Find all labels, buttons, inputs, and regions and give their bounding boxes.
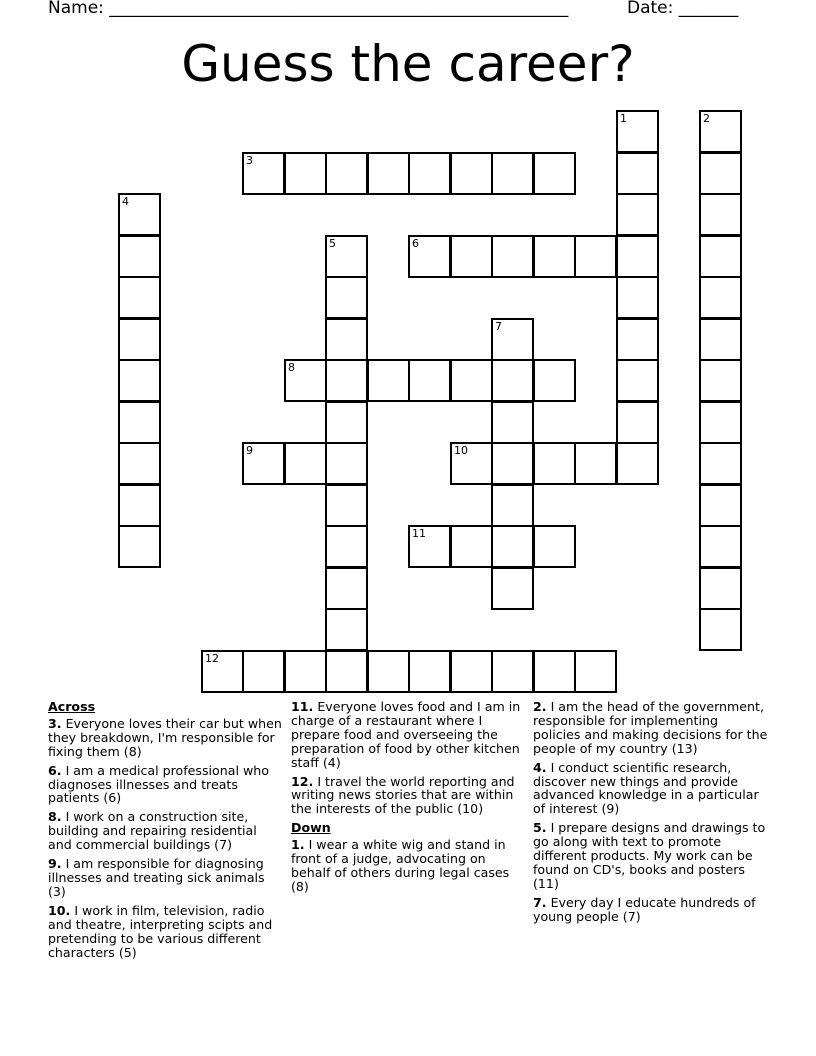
across-heading: Across: [48, 699, 96, 714]
grid-cell[interactable]: [118, 318, 161, 361]
date-field[interactable]: Date: _______: [627, 0, 739, 18]
clue-text: I prepare designs and drawings to go along with text to promote different products. My work can be found on CD's, books and posters (11): [533, 820, 766, 891]
grid-cell[interactable]: [284, 442, 327, 485]
clue-column-3: [533, 700, 768, 929]
cell-number: 12: [205, 652, 219, 665]
grid-cell[interactable]: [574, 650, 617, 693]
grid-cell[interactable]: [491, 152, 534, 195]
grid-cell[interactable]: [118, 525, 161, 568]
grid-cell[interactable]: [491, 567, 534, 610]
cell-number: 2: [703, 112, 710, 125]
grid-cell[interactable]: [284, 359, 327, 402]
grid-cell[interactable]: [491, 359, 534, 402]
clue-down-2: [533, 700, 768, 756]
clue-across-9: [48, 857, 283, 899]
clue-text: I am responsible for diagnosing illnesses and treating sick animals (3): [48, 856, 265, 899]
grid-cell[interactable]: [533, 359, 576, 402]
clue-number: 10.: [48, 902, 71, 918]
grid-cell[interactable]: [616, 235, 659, 278]
grid-cell[interactable]: [325, 650, 368, 693]
clue-number: 5.: [533, 820, 547, 836]
grid-cell[interactable]: [367, 359, 410, 402]
cell-number: 3: [246, 154, 253, 167]
grid-cell[interactable]: [450, 525, 493, 568]
grid-cell[interactable]: [699, 359, 742, 402]
grid-cell[interactable]: [491, 525, 534, 568]
grid-cell[interactable]: [408, 525, 451, 568]
grid-cell[interactable]: [325, 484, 368, 527]
clue-text: I am the head of the government, responsible for implementing policies and making decisions for the people of my country (13): [533, 699, 768, 756]
grid-cell[interactable]: [699, 484, 742, 527]
grid-cell[interactable]: [616, 110, 659, 153]
cell-number: 11: [412, 527, 426, 540]
grid-cell[interactable]: [450, 650, 493, 693]
grid-cell[interactable]: [242, 442, 285, 485]
clue-down-1: [291, 838, 526, 894]
clue-number: 2.: [533, 699, 547, 714]
clue-across-10: [48, 904, 283, 960]
cell-number: 9: [246, 444, 253, 457]
clue-across-12: [291, 775, 526, 817]
grid-cell[interactable]: [325, 401, 368, 444]
grid-cell[interactable]: [699, 318, 742, 361]
down-heading: Down: [291, 820, 331, 836]
cell-number: 7: [495, 320, 502, 333]
grid-cell[interactable]: [699, 442, 742, 485]
grid-cell[interactable]: [616, 276, 659, 319]
grid-cell[interactable]: [118, 484, 161, 527]
grid-cell[interactable]: [699, 193, 742, 236]
grid-cell[interactable]: [533, 152, 576, 195]
grid-cell[interactable]: [616, 359, 659, 402]
grid-cell[interactable]: [699, 110, 742, 153]
clue-down-7: [533, 896, 768, 924]
cell-number: 4: [122, 195, 129, 208]
grid-cell[interactable]: [408, 359, 451, 402]
grid-cell[interactable]: [201, 650, 244, 693]
grid-cell[interactable]: [242, 152, 285, 195]
grid-cell[interactable]: [450, 442, 493, 485]
grid-cell[interactable]: [118, 276, 161, 319]
grid-cell[interactable]: [533, 235, 576, 278]
grid-cell[interactable]: [408, 650, 451, 693]
clue-number: 12.: [291, 773, 314, 789]
page-title: Guess the career?: [181, 35, 635, 93]
grid-cell[interactable]: [325, 567, 368, 610]
clue-number: 4.: [533, 759, 547, 775]
clue-down-5: [533, 821, 768, 891]
grid-cell[interactable]: [491, 401, 534, 444]
grid-cell[interactable]: [533, 442, 576, 485]
grid-cell[interactable]: [118, 235, 161, 278]
clue-down-4: [533, 761, 768, 817]
clue-across-8: [48, 810, 283, 852]
grid-cell[interactable]: [533, 525, 576, 568]
grid-cell[interactable]: [118, 442, 161, 485]
grid-cell[interactable]: [325, 235, 368, 278]
grid-cell[interactable]: [699, 401, 742, 444]
grid-cell[interactable]: [699, 525, 742, 568]
grid-cell[interactable]: [408, 235, 451, 278]
cell-number: 10: [454, 444, 468, 457]
grid-cell[interactable]: [491, 442, 534, 485]
clue-column-2: [291, 700, 526, 899]
clue-number: 9.: [48, 856, 62, 872]
clue-text: Everyone loves their car but when they breakdown, I'm responsible for fixing them (8): [48, 715, 282, 759]
grid-cell[interactable]: [616, 401, 659, 444]
grid-cell[interactable]: [616, 193, 659, 236]
clue-text: Everyone loves food and I am in charge of a restaurant where I prepare food and overseeing the preparation of food by other kitchen staff (4): [291, 699, 521, 770]
clue-text: Every day I educate hundreds of young people (7): [533, 894, 756, 924]
grid-cell[interactable]: [325, 318, 368, 361]
clue-across-3: [48, 717, 283, 759]
clue-text: I conduct scientific research, discover new things and provide advanced knowledge in a particular of interest (9): [533, 759, 759, 817]
clue-text: I work in film, television, radio and theatre, interpreting scipts and pretending to be various different characters (5): [48, 902, 273, 960]
clue-text: I work on a construction site, building and repairing residential and commercial buildings (7): [48, 809, 257, 853]
cell-number: 5: [329, 237, 336, 250]
grid-cell[interactable]: [533, 650, 576, 693]
clue-number: 7.: [533, 894, 547, 910]
clue-text: I am a medical professional who diagnoses illnesses and treats patients (6): [48, 762, 269, 806]
clue-number: 11.: [291, 699, 314, 714]
clue-text: I travel the world reporting and writing news stories that are within the interests of the public (10): [291, 773, 515, 817]
grid-cell[interactable]: [491, 318, 534, 361]
grid-cell[interactable]: [325, 359, 368, 402]
clue-number: 8.: [48, 809, 62, 825]
grid-cell[interactable]: [616, 318, 659, 361]
grid-cell[interactable]: [616, 152, 659, 195]
grid-cell[interactable]: [491, 484, 534, 527]
grid-cell[interactable]: [699, 235, 742, 278]
clue-number: 3.: [48, 715, 62, 731]
grid-cell[interactable]: [284, 152, 327, 195]
cell-number: 6: [412, 237, 419, 250]
clue-across-6: [48, 764, 283, 806]
grid-cell[interactable]: [574, 235, 617, 278]
grid-cell[interactable]: [574, 442, 617, 485]
grid-cell[interactable]: [325, 276, 368, 319]
grid-cell[interactable]: [450, 235, 493, 278]
grid-cell[interactable]: [699, 152, 742, 195]
clue-across-11: [291, 700, 526, 770]
grid-cell[interactable]: [118, 401, 161, 444]
clue-number: 6.: [48, 762, 62, 778]
cell-number: 8: [288, 361, 295, 374]
grid-cell[interactable]: [491, 235, 534, 278]
clue-number: 1.: [291, 837, 305, 853]
cell-number: 1: [620, 112, 627, 125]
clue-text: I wear a white wig and stand in front of a judge, advocating on behalf of others during legal cases (8): [291, 837, 510, 894]
grid-cell[interactable]: [491, 650, 534, 693]
grid-cell[interactable]: [118, 193, 161, 236]
grid-cell[interactable]: [699, 608, 742, 651]
grid-cell[interactable]: [325, 608, 368, 651]
grid-cell[interactable]: [367, 152, 410, 195]
grid-cell[interactable]: [450, 152, 493, 195]
clue-column-1: [48, 700, 283, 964]
grid-cell[interactable]: [699, 276, 742, 319]
grid-cell[interactable]: [325, 525, 368, 568]
grid-cell[interactable]: [242, 650, 285, 693]
grid-cell[interactable]: [325, 152, 368, 195]
grid-cell[interactable]: [284, 650, 327, 693]
grid-cell[interactable]: [616, 442, 659, 485]
grid-cell[interactable]: [367, 650, 410, 693]
grid-cell[interactable]: [118, 359, 161, 402]
grid-cell[interactable]: [325, 442, 368, 485]
name-field[interactable]: Name: ______________________________________________________: [48, 0, 569, 18]
grid-cell[interactable]: [450, 359, 493, 402]
grid-cell[interactable]: [408, 152, 451, 195]
grid-cell[interactable]: [699, 567, 742, 610]
